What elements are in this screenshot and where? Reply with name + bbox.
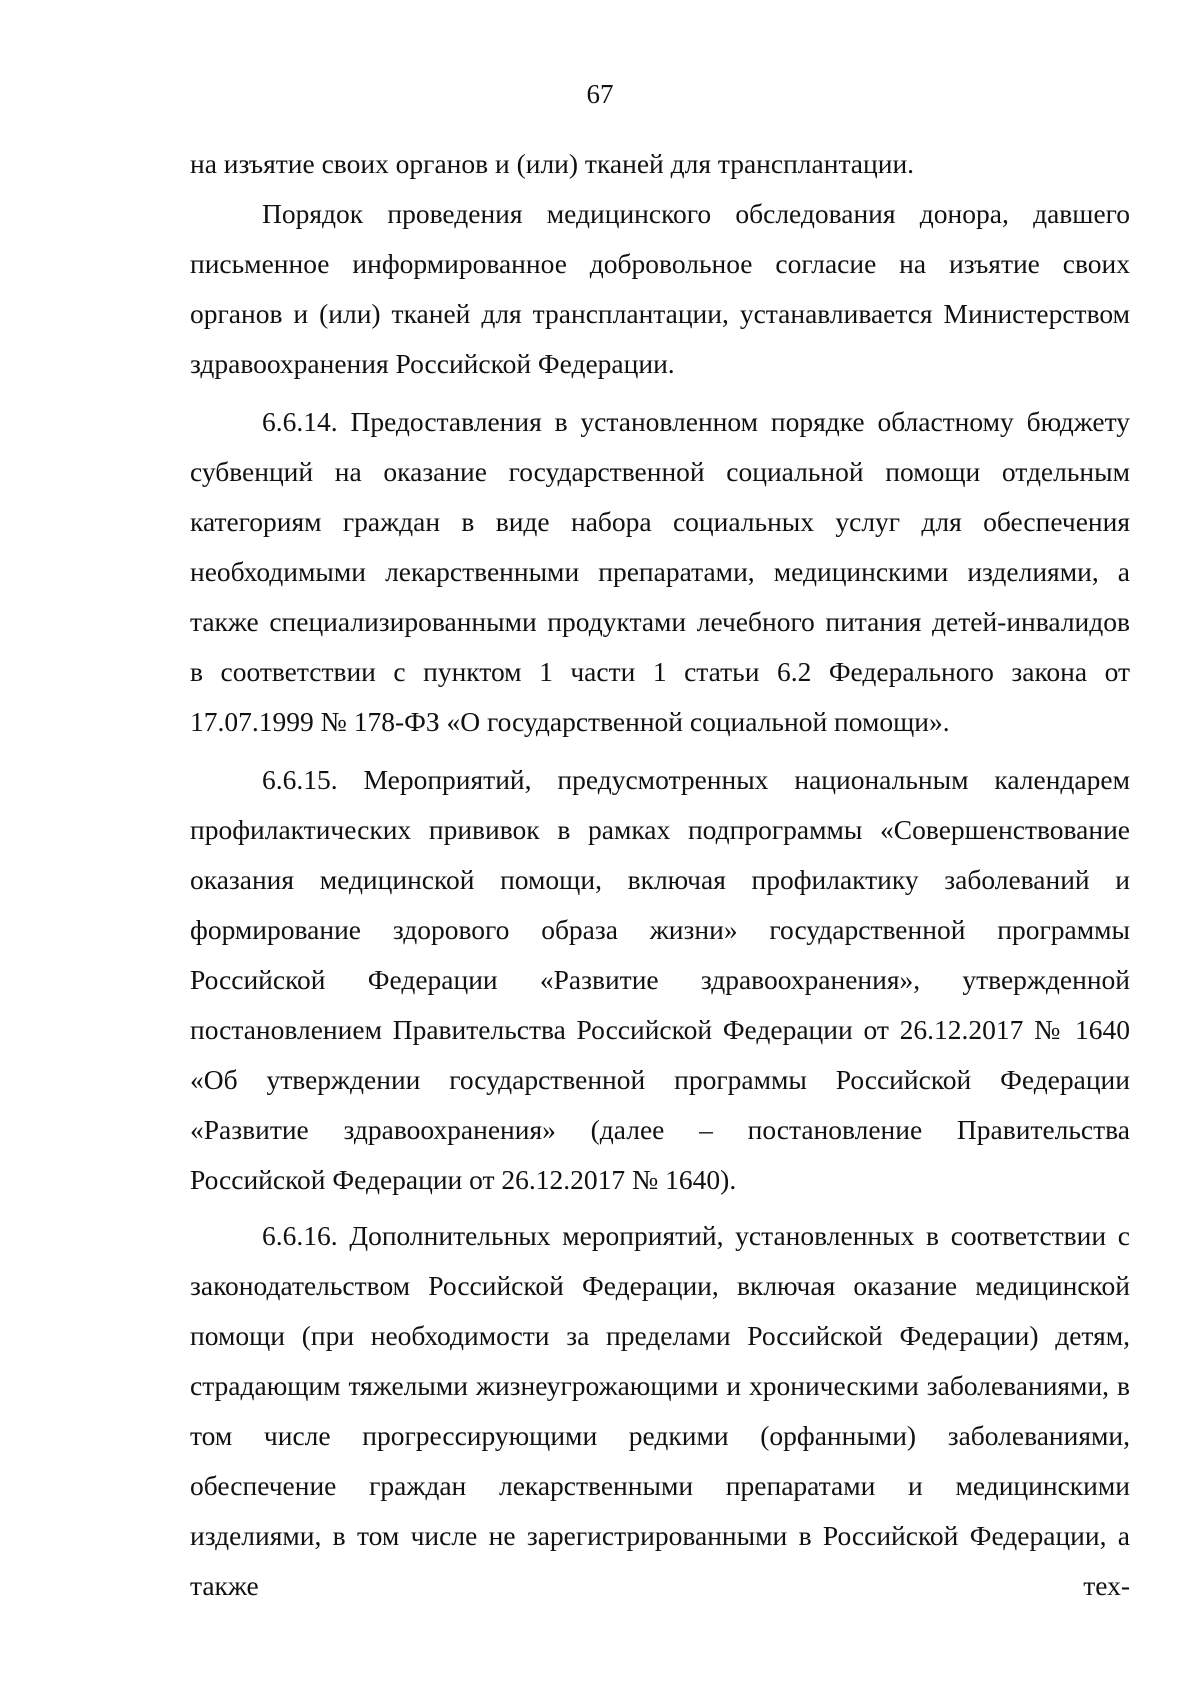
paragraph-continuation bbox=[190, 139, 1130, 189]
paragraph-donor-examination bbox=[190, 189, 1130, 389]
paragraph-text: на изъятие своих органов и (или) тканей для трансплантации. bbox=[190, 148, 915, 179]
paragraph-text: 6.6.14. Предоставления в установленном порядке областному бюджету субвенций на оказание государственной социальной помощи отдельным категориям граждан в виде набора социальных услуг для обеспечения необходимыми лекарственными препаратами, медицинскими изделиями, а также специализированными продуктами лечебного питания детей-инвалидов в соответствии с пунктом 1 части 1 статьи 6.2 Федерального закона от 17.07.1999 № 178-ФЗ «О государственной социальной помощи». bbox=[190, 406, 1130, 737]
paragraph-text: 6.6.16. Дополнительных мероприятий, установленных в соответствии с законодательством Российской Федерации, включая оказание медицинской помощи (при необходимости за пределами Российской Федерации) детям, страдающим тяжелыми жизнеугрожающими и хроническими заболеваниями, в том числе прогрессирующими редкими (орфанными) заболеваниями, обеспечение граждан лекарственными препаратами и медицинскими изделиями, в том числе не зарегистрированными в Российской Федерации, а также тех- bbox=[190, 1220, 1130, 1601]
paragraph-6-6-16 bbox=[190, 1211, 1130, 1611]
paragraph-text: Порядок проведения медицинского обследования донора, давшего письменное информированное добровольное согласие на изъятие своих органов и (или) тканей для трансплантации, устанавливается Министерством здравоохранения Российской Федерации. bbox=[190, 198, 1130, 379]
paragraph-6-6-14 bbox=[190, 397, 1130, 747]
paragraph-6-6-15 bbox=[190, 755, 1130, 1205]
page-number: 67 bbox=[586, 79, 614, 109]
paragraph-text: 6.6.15. Мероприятий, предусмотренных национальным календарем профилактических прививок в рамках подпрограммы «Совершенствование оказания медицинской помощи, включая профилактику заболеваний и формирование здорового образа жизни» государственной программы Российской Федерации «Развитие здравоохранения», утвержденной постановлением Правительства Российской Федерации от 26.12.2017 № 1640 «Об утверждении государственной программы Российской Федерации «Развитие здравоохранения» (далее – постановление Правительства Российской Федерации от 26.12.2017 № 1640). bbox=[190, 764, 1130, 1195]
